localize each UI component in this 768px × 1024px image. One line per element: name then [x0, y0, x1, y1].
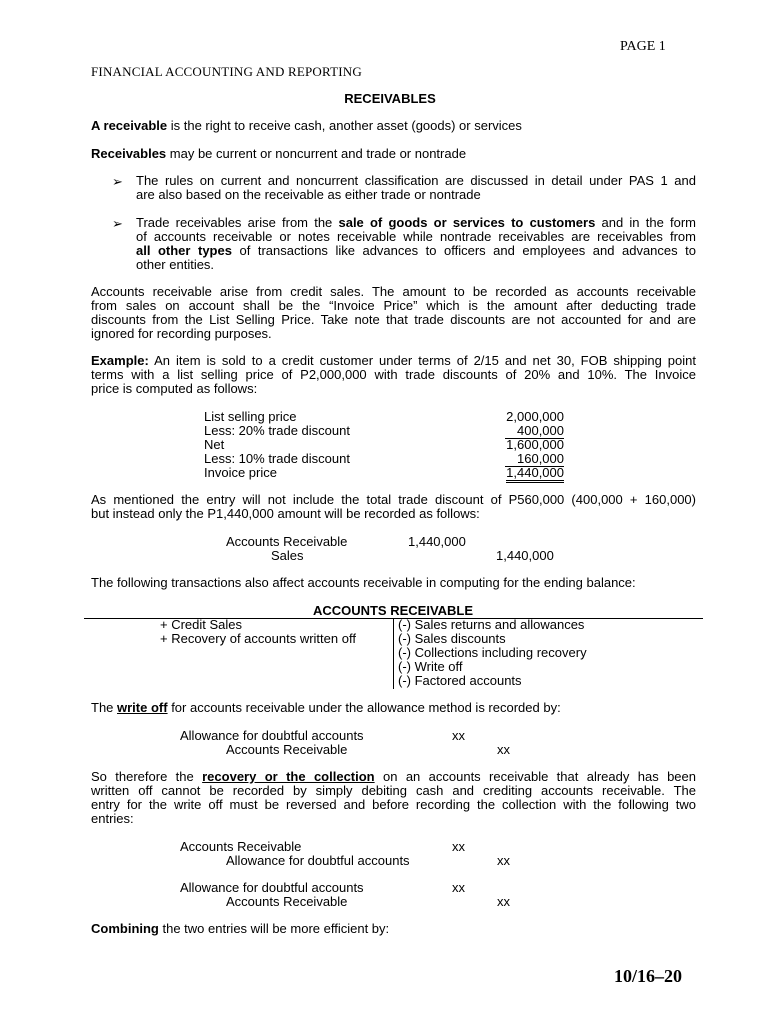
computation-value: 1,600,000	[506, 437, 564, 452]
credit-item: (-) Write off	[398, 659, 463, 674]
credit-item: (-) Factored accounts	[398, 673, 522, 688]
debit-item: + Credit Sales	[160, 617, 243, 632]
debit-item: + Recovery of accounts written off	[160, 631, 356, 646]
bullet-classification: The rules on current and noncurrent classification are discussed in detail under PAS 1 and are also based on the receivable as either trade or nontrade	[136, 173, 696, 202]
credit-account: Allowance for doubtful accounts	[226, 853, 410, 868]
paragraph-recovery: So therefore the recovery or the collection on an accounts receivable that already has been written off cannot be recorded by simply debiting cash and crediting accounts receivable. The entry for the write off must be reversed and before recording the collection with the following two entries:	[91, 769, 696, 826]
debit-amount: xx	[452, 839, 465, 854]
debit-account: Allowance for doubtful accounts	[180, 880, 364, 895]
debit-amount: xx	[452, 728, 465, 743]
credit-account: Sales	[271, 548, 304, 563]
credit-item: (-) Sales returns and allowances	[398, 617, 585, 632]
t-account-title: ACCOUNTS RECEIVABLE	[312, 603, 474, 618]
paragraph-following: The following transactions also affect accounts receivable in computing for the ending balance:	[91, 575, 636, 590]
computation-label: Invoice price	[204, 465, 277, 480]
credit-amount: xx	[497, 853, 510, 868]
debit-account: Accounts Receivable	[180, 839, 302, 854]
credit-amount: 1,440,000	[496, 548, 554, 563]
definition-receivable: A receivable is the right to receive cash, another asset (goods) or services	[91, 118, 522, 133]
computation-value: 400,000	[505, 423, 564, 439]
course-title: FINANCIAL ACCOUNTING AND REPORTING	[91, 64, 362, 79]
t-account-debits	[160, 618, 356, 646]
paragraph-example: Example: An item is sold to a credit customer under terms of 2/15 and net 30, FOB shipping point terms with a list selling price of P2,000,000 with trade discounts of 20% and 10%. The Invoice price is computed as follows:	[91, 353, 696, 396]
credit-amount: xx	[497, 742, 510, 757]
credit-account: Accounts Receivable	[226, 894, 348, 909]
page-number: PAGE 1	[620, 39, 666, 54]
computation-value: 160,000	[505, 451, 564, 467]
bullet-trade-receivables: Trade receivables arise from the sale of goods or services to customers and in the form of accounts receivable or notes receivable while nontrade receivables are receivables from all other types of transactions like advances to officers and employees and advances to other entities.	[136, 215, 697, 272]
debit-amount: xx	[452, 880, 465, 895]
credit-item: (-) Collections including recovery	[398, 645, 587, 660]
paragraph-accounts-receivable: Accounts receivable arise from credit sales. The amount to be recorded as accounts receivable from sales on account shall be the “Invoice Price” which is the amount after deducting trade discounts from the List Selling Price. Take note that trade discounts are not accounted for and are ignored for recording purposes.	[91, 284, 696, 341]
debit-account: Accounts Receivable	[226, 534, 348, 549]
footer-date: 10/16–20	[614, 966, 683, 986]
computation-value: 1,440,000	[506, 465, 564, 483]
section-title: RECEIVABLES	[344, 91, 436, 106]
t-account-divider	[393, 618, 394, 689]
computation-label: Less: 20% trade discount	[204, 423, 350, 438]
computation-label: Less: 10% trade discount	[204, 451, 350, 466]
arrow-bullet-icon: ➢	[112, 174, 123, 189]
arrow-bullet-icon: ➢	[112, 216, 123, 231]
t-account-credits	[398, 618, 587, 688]
computation-label: List selling price	[204, 409, 297, 424]
credit-account: Accounts Receivable	[226, 742, 348, 757]
definition-receivables: Receivables may be current or noncurrent and trade or nontrade	[91, 146, 467, 161]
computation-label: Net	[204, 437, 225, 452]
debit-amount: 1,440,000	[408, 534, 466, 549]
debit-account: Allowance for doubtful accounts	[180, 728, 364, 743]
paragraph-write-off: The write off for accounts receivable under the allowance method is recorded by:	[91, 700, 561, 715]
paragraph-combining: Combining the two entries will be more efficient by:	[91, 921, 390, 936]
paragraph-mentioned: As mentioned the entry will not include the total trade discount of P560,000 (400,000 + 160,000) but instead only the P1,440,000 amount will be recorded as follows:	[91, 492, 696, 521]
credit-amount: xx	[497, 894, 510, 909]
computation-value: 2,000,000	[506, 409, 564, 424]
credit-item: (-) Sales discounts	[398, 631, 506, 646]
